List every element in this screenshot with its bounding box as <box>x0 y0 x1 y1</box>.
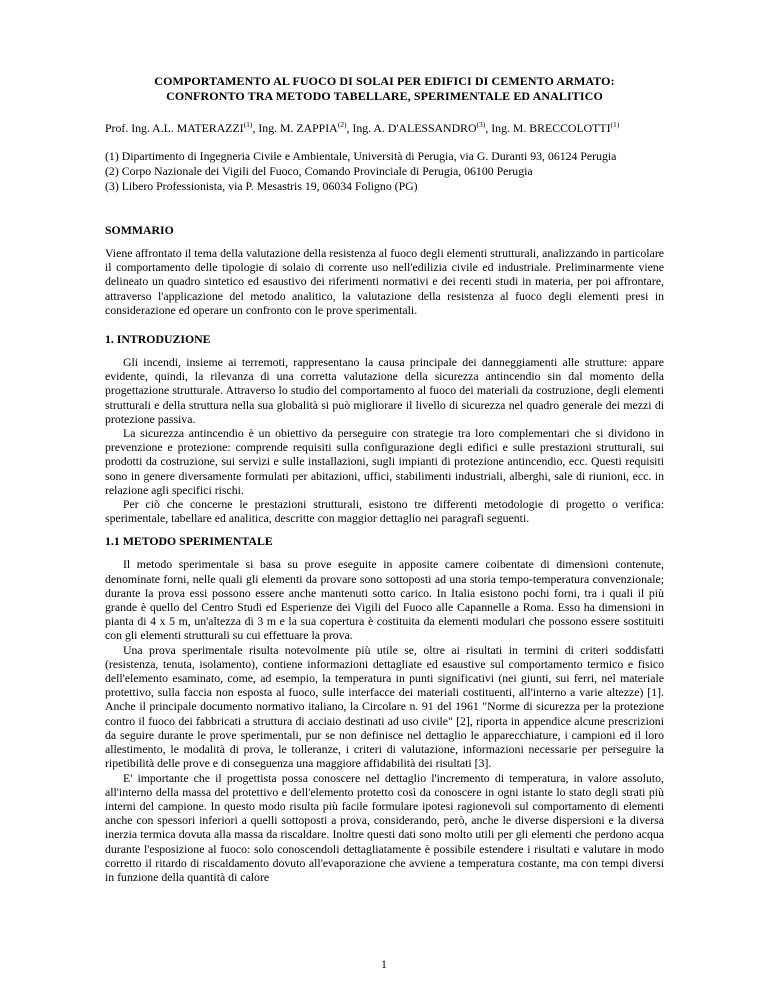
author-1: Prof. Ing. A.L. MATERAZZI <box>105 121 244 135</box>
sommario-paragraph: Viene affrontato il tema della valutazione della resistenza al fuoco degli elementi strutturali, analizzando in particolare il comportamento delle tipologie di solaio di corrente uso nell'edilizia civile ed industriale. Preliminarmente viene delineato un quadro sintetico ed esaustivo dei riferimenti normativi e dei recenti studi in materia, per poi affrontare, attraverso l'applicazione del metodo analitico, la valutazione della resistenza al fuoco degli elementi presi in considerazione ed operare un confronto con le prove sperimentali. <box>105 246 664 317</box>
metodo-sperimentale-paragraph-3: E' importante che il progettista possa conoscere nel dettaglio l'incremento di temperatura, in valore assoluto, all'interno della massa del protettivo e dell'elemento protetto così da conoscere in ogni istante lo stato degli strati più interni del campione. In questo modo risulta più facile formulare ipotesi ragionevoli sul comportamento di elementi anche con spessori inferiori a quelli sottoposti a prova, considerando, però, anche le diverse dispersioni e la diversa inerzia termica dovuta alla massa da riscaldare. Inoltre questi dati sono molto utili per gli elementi che perdono acqua durante l'esposizione al fuoco: solo conoscendoli dettagliatamente è possibile estendere i risultati e valutare in modo corretto il ritardo di riscaldamento dovuto all'evaporazione che avviene a temperatura costante, ma con tempi diversi in funzione della quantità di calore <box>105 770 664 884</box>
author-3: , Ing. A. D'ALESSANDRO <box>346 121 477 135</box>
author-1-affiliation-ref: (1) <box>243 120 253 130</box>
affiliation-3: (3) Libero Professionista, via P. Mesastris 19, 06034 Foligno (PG) <box>105 179 418 193</box>
author-2-affiliation-ref: (2) <box>337 120 347 130</box>
affiliations-block <box>105 149 664 194</box>
paper-title-line-2: CONFRONTO TRA METODO TABELLARE, SPERIMENTALE ED ANALITICO <box>166 89 603 103</box>
paper-title-line-1: COMPORTAMENTO AL FUOCO DI SOLAI PER EDIFICI DI CEMENTO ARMATO: <box>154 74 615 88</box>
metodo-sperimentale-paragraph-1: Il metodo sperimentale si basa su prove eseguite in apposite camere coibentate di dimensioni contenute, denominate forni, nelle quali gli elementi da provare sono sottoposti ad una storia tempo-temperatura convenzionale; durante la prova essi possono essere anche mantenuti sotto carico. In Italia esistono pochi forni, tra i quali il più grande è quello del Centro Studi ed Esperienze dei Vigili del Fuoco alle Capannelle a Roma. Esso ha dimensioni in pianta di 4 x 5 m, un'altezza di 3 m e la sua copertura è costituita da elementi modulari che possono essere sostituiti con gli elementi strutturali su cui effettuare la prova. <box>105 557 664 643</box>
paper-title <box>105 74 664 104</box>
affiliation-2: (2) Corpo Nazionale dei Vigili del Fuoco, Comando Provinciale di Perugia, 06100 Perugia <box>105 164 533 178</box>
introduzione-paragraph-2: La sicurezza antincendio è un obiettivo da perseguire con strategie tra loro complementari che si dividono in prevenzione e protezione: comprende requisiti sulla configurazione degli edifici e sulle prestazioni strutturali, sui prodotti da costruzione, sui servizi e sulle installazioni, sugli impianti di protezione antincendio, ecc. Questi requisiti sono in genere diversamente formulati per abitazioni, uffici, stabilimenti industriali, alberghi, sale di riunioni, ecc. in relazione agli specifici rischi. <box>105 426 664 497</box>
section-heading-introduzione: 1. INTRODUZIONE <box>105 332 211 347</box>
authors-line <box>105 121 664 136</box>
section-heading-metodo-sperimentale: 1.1 METODO SPERIMENTALE <box>105 534 273 549</box>
author-2: , Ing. M. ZAPPIA <box>252 121 338 135</box>
introduzione-paragraph-3: Per ciò che concerne le prestazioni strutturali, esistono tre differenti metodologie di progetto o verifica: sperimentale, tabellare ed analitica, descritte con maggior dettaglio nei paragrafi seguenti. <box>105 497 664 526</box>
author-3-affiliation-ref: (3) <box>476 120 486 130</box>
affiliation-1: (1) Dipartimento di Ingegneria Civile e Ambientale, Università di Perugia, via G. Duranti 93, 06124 Perugia <box>105 149 617 163</box>
author-4: , Ing. M. BRECCOLOTTI <box>485 121 611 135</box>
section-heading-sommario: SOMMARIO <box>105 223 174 237</box>
metodo-sperimentale-paragraph-2: Una prova sperimentale risulta notevolmente più utile se, oltre ai risultati in termini di criteri soddisfatti (resistenza, tenuta, isolamento), contiene informazioni dettagliate ed esaustive sul comportamento termico e fisico dell'elemento esaminato, come, ad esempio, la temperatura in punti significativi (nei giunti, sui ferri, nel materiale protettivo, sulla faccia non esposta al fuoco, sulle interfacce dei materiali costituenti, all'interno a varie altezze) [1]. Anche il principale documento normativo italiano, la Circolare n. 91 del 1961 "Norme di sicurezza per la protezione contro il fuoco dei fabbricati a struttura di acciaio destinati ad uso civile" [2], riporta in appendice alcune prescrizioni da seguire durante le prove sperimentali, pur se non definisce nel dettaglio le apparecchiature, i campioni ed il loro allestimento, le modalità di prova, le tolleranze, i criteri di valutazione, informazioni necessarie per perseguire la ripetibilità delle prove e di conseguenza una maggiore affidabilità dei risultati [3]. <box>105 642 664 771</box>
introduzione-paragraph-1: Gli incendi, insieme ai terremoti, rappresentano la causa principale dei danneggiamenti alle strutture: appare evidente, quindi, la rilevanza di una corretta valutazione della sicurezza antincendio sin dal momento della progettazione strutturale. Attraverso lo studio del comportamento al fuoco dei materiali da costruzione, degli elementi strutturali e della struttura nella sua globalità si può migliorare il livello di sicurezza nel quadro generale dei mezzi di protezione passiva. <box>105 355 664 426</box>
author-4-affiliation-ref: (1) <box>610 120 620 130</box>
page-number: 1 <box>381 957 387 971</box>
